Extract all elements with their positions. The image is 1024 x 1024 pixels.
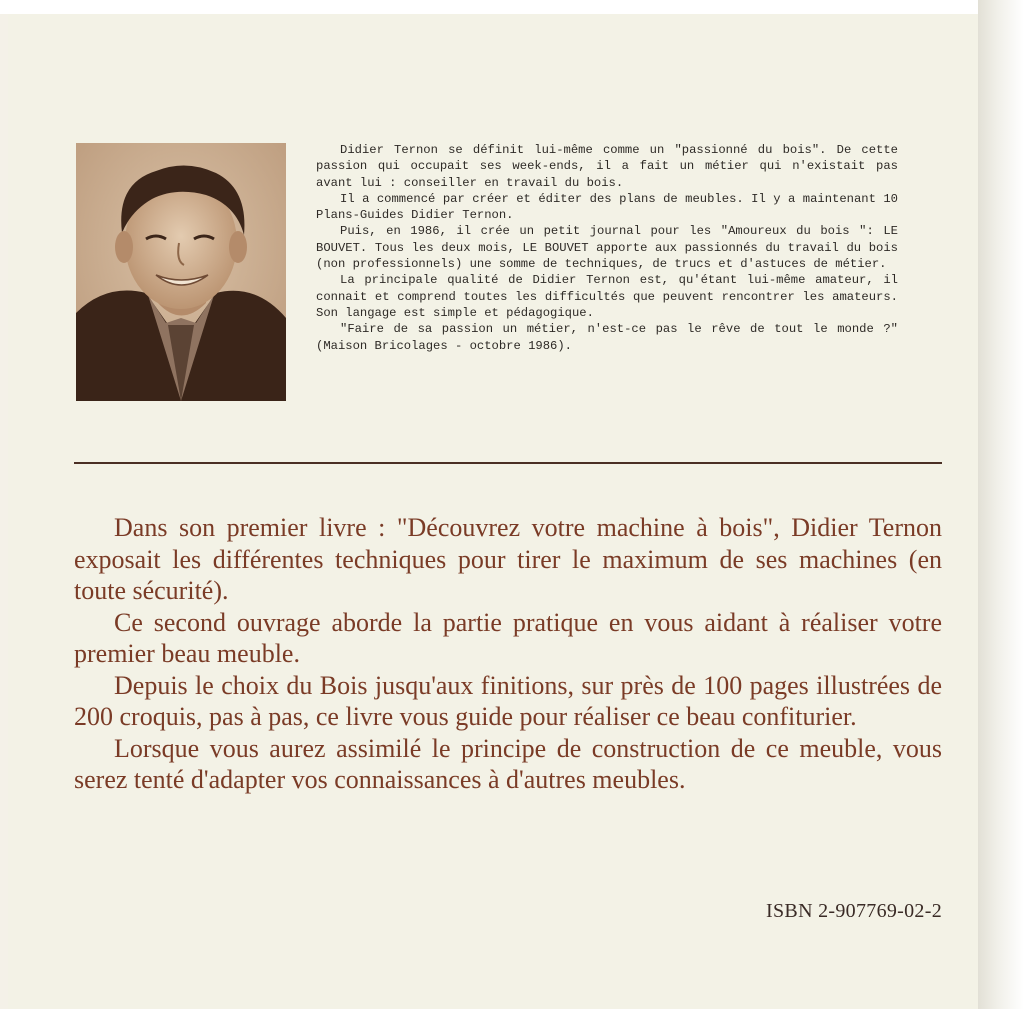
- bio-paragraph: Puis, en 1986, il crée un petit journal pour les "Amoureux du bois ": LE BOUVET. Tous les deux mois, LE BOUVET apporte aux passionnés du travail du bois (non professionnels) une somme de techniques, de trucs et d'astuces de métier.: [316, 224, 898, 272]
- author-portrait-image: [76, 143, 286, 401]
- section-divider: [74, 462, 942, 464]
- description-paragraph: Ce second ouvrage aborde la partie pratique en vous aidant à réaliser votre premier beau meuble.: [74, 607, 942, 668]
- scan-top-edge: [0, 0, 1024, 14]
- scan-bottom-edge: [0, 1009, 1024, 1024]
- isbn-number: ISBN 2-907769-02-2: [766, 900, 942, 922]
- description-paragraph: Lorsque vous aurez assimilé le principe de construction de ce meuble, vous serez tenté d'adapter vos connaissances à d'autres meubles.: [74, 733, 942, 794]
- bio-paragraph: Didier Ternon se définit lui-même comme un "passionné du bois". De cette passion qui occupait ses week-ends, il a fait un métier qui n'existait pas avant lui : conseiller en travail du bois.: [316, 143, 898, 190]
- book-description: [74, 512, 942, 796]
- bio-paragraph: "Faire de sa passion un métier, n'est-ce pas le rêve de tout le monde ?" (Maison Bricolages - octobre 1986).: [316, 322, 898, 353]
- description-paragraph: Dans son premier livre : "Découvrez votre machine à bois", Didier Ternon exposait les différentes techniques pour tirer le maximum de ses machines (en toute sécurité).: [74, 513, 942, 605]
- author-portrait: [76, 143, 286, 401]
- description-paragraph: Depuis le choix du Bois jusqu'aux finitions, sur près de 100 pages illustrées de 200 croquis, pas à pas, ce livre vous guide pour réaliser ce beau confiturier.: [74, 670, 942, 731]
- bio-paragraph: La principale qualité de Didier Ternon est, qu'étant lui-même amateur, il connait et comprend toutes les difficultés que peuvent rencontrer les amateurs. Son langage est simple et pédagogique.: [316, 273, 898, 320]
- author-biography: [316, 142, 898, 354]
- scan-side-edge: [978, 0, 1024, 1024]
- bio-paragraph: Il a commencé par créer et éditer des plans de meubles. Il y a maintenant 10 Plans-Guides Didier Ternon.: [316, 191, 898, 223]
